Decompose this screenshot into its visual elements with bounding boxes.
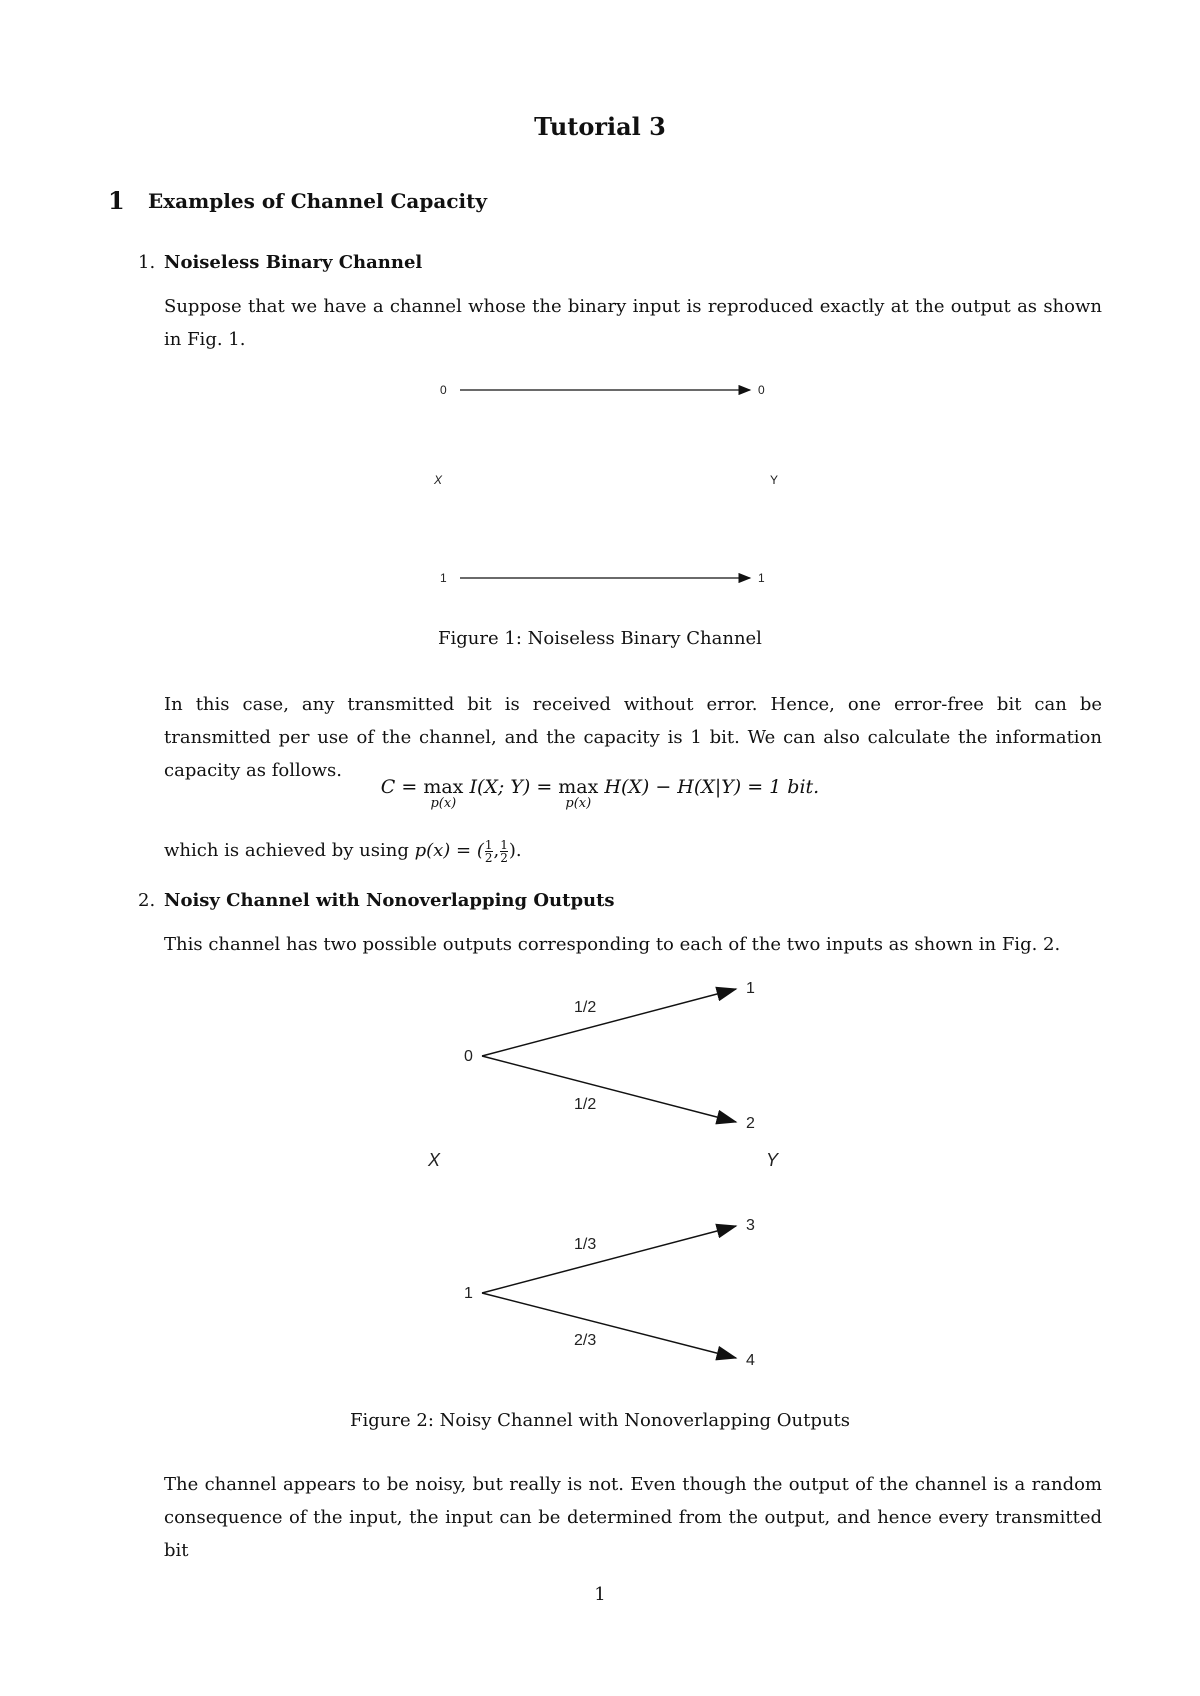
- item-1-intro: Suppose that we have a channel whose the binary input is reproduced exactly at the output as shown in Fig. 1.: [164, 296, 1102, 350]
- frac2-num: 1: [500, 837, 508, 852]
- eq-max-word-1: max: [423, 776, 464, 798]
- fig2-x-label: X: [428, 1150, 441, 1170]
- eq-lhs: C =: [380, 776, 424, 798]
- fig2-y-label: Y: [766, 1150, 779, 1170]
- fig2-input-1: 1: [464, 1285, 473, 1302]
- eq-max-sub-1: p(x): [430, 796, 457, 811]
- fraction-half-2: [500, 839, 508, 864]
- section-title: Examples of Channel Capacity: [148, 189, 487, 213]
- fig1-output-1: 1: [758, 571, 765, 585]
- achieved-prefix: which is achieved by using: [164, 840, 415, 861]
- figure-2-caption: Figure 2: Noisy Channel with Nonoverlapping Outputs: [350, 1410, 850, 1431]
- item-title-1: Noiseless Binary Channel: [164, 252, 423, 273]
- fig1-x-label: X: [434, 473, 443, 487]
- figure-2-diagram: [420, 976, 790, 1376]
- fig2-prob-4: 2/3: [574, 1332, 597, 1349]
- fig2-input-0: 0: [464, 1048, 473, 1065]
- item-1-body: In this case, any transmitted bit is received without error. Hence, one error-free bit can be transmitted per use of the channel, and the capacity is 1 bit. We can also calculate the information capacity as follows.: [164, 694, 1102, 781]
- figure-1-diagram: [420, 372, 790, 592]
- eq-max-sub-2: p(x): [565, 796, 592, 811]
- frac1-den: 2: [484, 850, 493, 865]
- eq-max-word-2: max: [558, 776, 599, 798]
- item-number-2: 2.: [138, 890, 156, 911]
- fig2-output-1: 1: [746, 980, 755, 997]
- fig2-output-3: 3: [746, 1217, 755, 1234]
- fig2-prob-1: 1/2: [574, 999, 597, 1016]
- fig2-edge-1-3: [482, 1226, 736, 1293]
- section-number: 1: [108, 186, 125, 215]
- item-title-2: Noisy Channel with Nonoverlapping Outputs: [164, 890, 615, 911]
- item-2-intro: This channel has two possible outputs corresponding to each of the two inputs as shown in Fig. 2.: [164, 934, 1061, 955]
- eq-max-2: [558, 776, 599, 811]
- achieved-expr: p(x) = (: [414, 840, 484, 861]
- eq-max-1: [423, 776, 464, 811]
- fraction-half-1: [485, 839, 493, 864]
- capacity-equation: [0, 776, 1200, 811]
- eq-term-2: H(X) − H(X|Y) = 1 bit.: [604, 776, 820, 798]
- fig2-output-4: 4: [746, 1352, 755, 1369]
- page-number: 1: [594, 1584, 606, 1605]
- fig2-edge-0-1: [482, 989, 736, 1056]
- figure-1-caption: Figure 1: Noiseless Binary Channel: [438, 628, 762, 649]
- fig2-prob-3: 1/3: [574, 1236, 597, 1253]
- item-2-body: The channel appears to be noisy, but really is not. Even though the output of the channel is a random consequence of the input, the input can be determined from the output, and hence every transmitted bit: [164, 1474, 1102, 1561]
- frac1-num: 1: [484, 837, 493, 852]
- fig2-prob-2: 1/2: [574, 1096, 597, 1113]
- page-title: Tutorial 3: [534, 112, 666, 141]
- fig1-input-1: 1: [440, 571, 447, 585]
- fig1-output-0: 0: [758, 383, 765, 397]
- fig2-edge-1-4: [482, 1293, 736, 1358]
- fig1-input-0: 0: [440, 383, 447, 397]
- eq-term-1: I(X; Y) =: [469, 776, 559, 798]
- item-number-1: 1.: [138, 252, 156, 273]
- item-1-achieved: which is achieved by using p(x) = ( $\frac{1}{2}$ , $\frac{1}{2}$ ).: [164, 837, 522, 865]
- fig2-edge-0-2: [482, 1056, 736, 1122]
- fig1-y-label: Y: [770, 473, 779, 487]
- achieved-close: ).: [508, 840, 522, 861]
- frac2-den: 2: [500, 850, 508, 865]
- fig2-output-2: 2: [746, 1115, 755, 1132]
